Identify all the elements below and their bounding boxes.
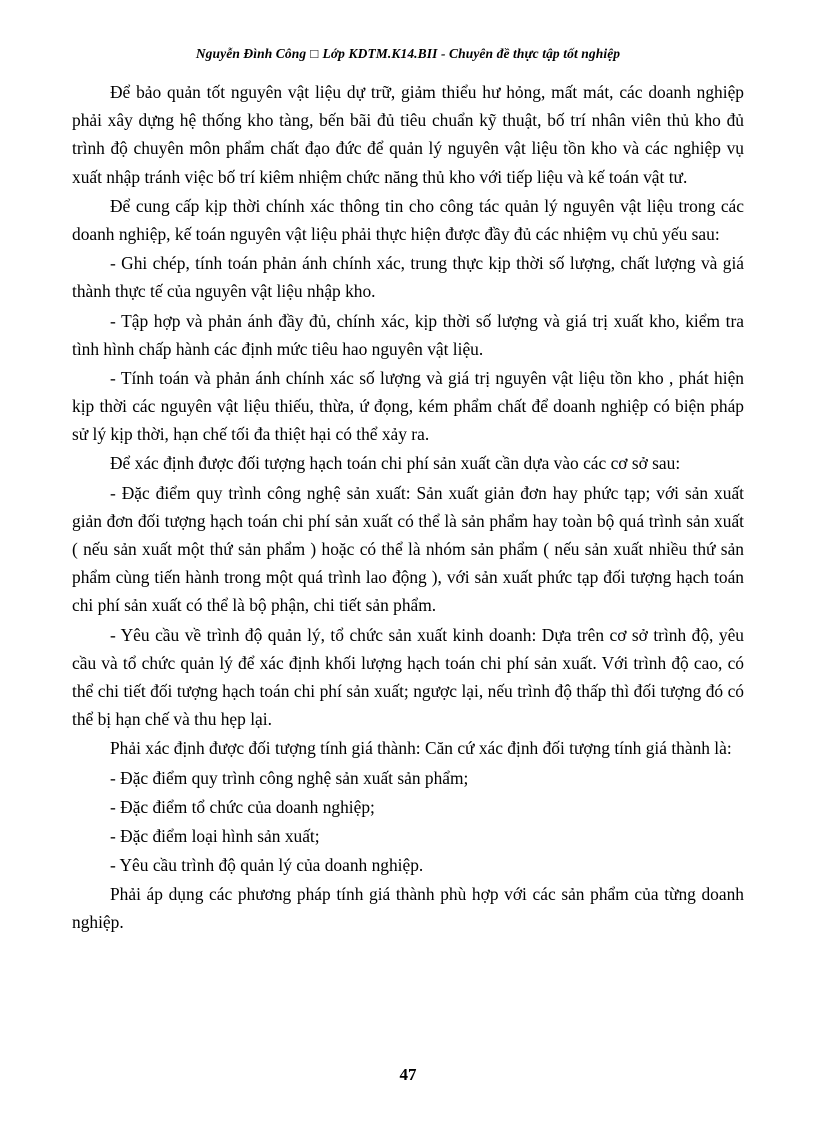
- paragraph: - Tính toán và phản ánh chính xác số lượng và giá trị nguyên vật liệu tồn kho , phát hiện kịp thời các nguyên vật liệu thiếu, thừa, ứ đọng, kém phẩm chất để doanh nghiệp có biện pháp sử lý kịp thời, hạn chế tối đa thiệt hại có thể xảy ra.: [72, 367, 744, 445]
- paragraph: Để xác định được đối tượng hạch toán chi phí sản xuất cần dựa vào các cơ sở sau:: [110, 453, 681, 474]
- paragraph: - Yêu cầu về trình độ quản lý, tổ chức sản xuất kinh doanh: Dựa trên cơ sở trình độ, yêu cầu và tổ chức quản lý để xác định khối lượng hạch toán chi phí sản xuất. Với trình độ cao, có thể chi tiết đối tượng hạch toán chi phí sản xuất; ngược lại, nếu trình độ thấp thì đối tượng đó có thể bị hạn chế và thu hẹp lại.: [72, 624, 744, 730]
- paragraph: Để bảo quản tốt nguyên vật liệu dự trữ, giảm thiểu hư hỏng, mất mát, các doanh nghiệp phải xây dựng hệ thống kho tàng, bến bãi đủ tiêu chuẩn kỹ thuật, bố trí nhân viên thủ kho đủ trình độ chuyên môn phẩm chất đạo đức để quản lý nguyên vật liệu tồn kho và các nghiệp vụ xuất nhập tránh việc bố trí kiêm nhiệm chức năng thủ kho với tiếp liệu và kế toán vật tư.: [72, 82, 744, 187]
- paragraph: - Tập hợp và phản ánh đầy đủ, chính xác, kịp thời số lượng và giá trị xuất kho, kiểm tra tình hình chấp hành các định mức tiêu hao nguyên vật liệu.: [72, 310, 744, 359]
- header-author: Nguyễn Đình Công: [195, 46, 307, 61]
- paragraph: - Ghi chép, tính toán phản ánh chính xác, trung thực kịp thời số lượng, chất lượng và giá thành thực tế của nguyên vật liệu nhập kho.: [72, 253, 744, 302]
- paragraph: Phải xác định được đối tượng tính giá thành: Căn cứ xác định đối tượng tính giá thành là:: [110, 738, 732, 759]
- header-separator-icon: □: [310, 46, 319, 61]
- page-body: [72, 78, 744, 937]
- page-number: 47: [399, 1065, 417, 1084]
- paragraph: - Yêu cầu trình độ quản lý của doanh nghiệp.: [110, 855, 424, 876]
- page-header: [72, 46, 744, 62]
- paragraph: - Đặc điểm tổ chức của doanh nghiệp;: [110, 796, 375, 817]
- header-class-title: Lớp KDTM.K14.BII - Chuyên đề thực tập tốt nghiệp: [322, 46, 621, 61]
- paragraph: Phải áp dụng các phương pháp tính giá thành phù hợp với các sản phẩm của từng doanh nghiệp.: [72, 884, 744, 933]
- paragraph: Để cung cấp kịp thời chính xác thông tin cho công tác quản lý nguyên vật liệu trong các doanh nghiệp, kế toán nguyên vật liệu phải thực hiện được đầy đủ các nhiệm vụ chủ yếu sau:: [72, 195, 744, 244]
- paragraph: - Đặc điểm quy trình công nghệ sản xuất: Sản xuất giản đơn hay phức tạp; với sản xuất giản đơn đối tượng hạch toán chi phí sản xuất có thể là sản phẩm hay toàn bộ quá trình sản xuất ( nếu sản xuất một thứ sản phẩm ) hoặc có thể là nhóm sản phẩm ( nếu sản xuất nhiều thứ sản phẩm cùng tiến hành trong một quá trình lao động ), với sản xuất phức tạp đối tượng hạch toán chi phí sản xuất có thể là bộ phận, chi tiết sản phẩm.: [72, 482, 744, 616]
- paragraph: - Đặc điểm quy trình công nghệ sản xuất sản phẩm;: [110, 767, 469, 788]
- paragraph: - Đặc điểm loại hình sản xuất;: [110, 825, 320, 846]
